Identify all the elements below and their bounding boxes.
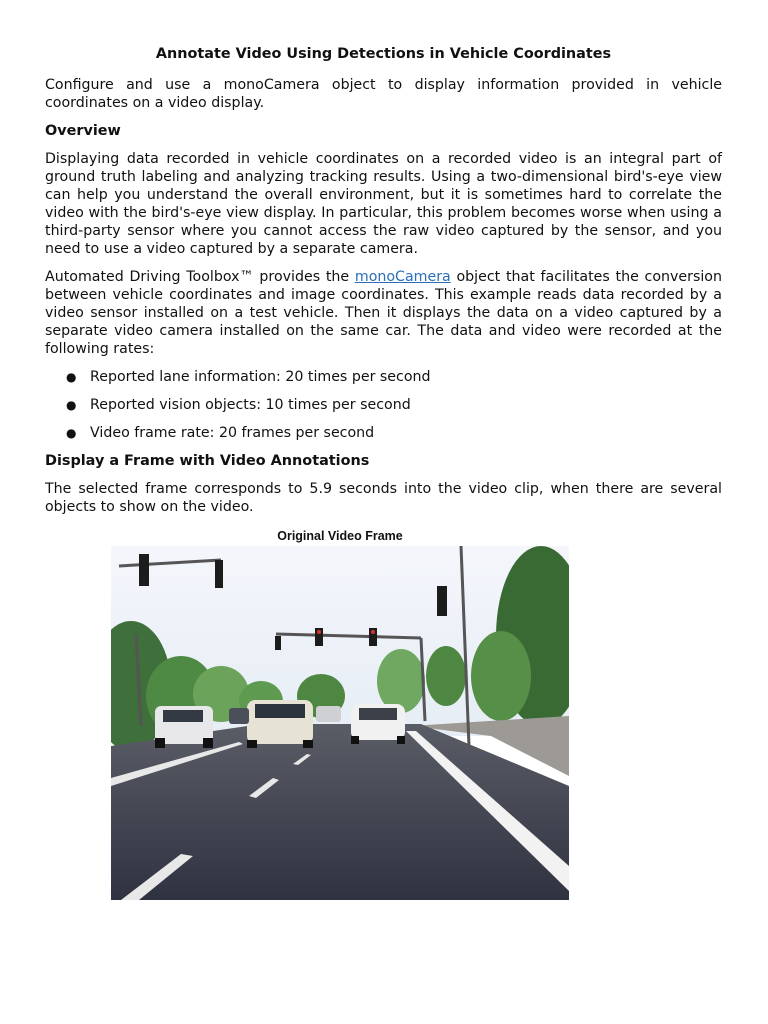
display-frame-heading: Display a Frame with Video Annotations xyxy=(45,453,370,469)
document-content xyxy=(45,44,722,526)
monocamera-link[interactable]: monoCamera xyxy=(354,269,451,285)
list-item-text: Reported lane information: 20 times per second xyxy=(90,369,431,385)
display-frame-paragraph: The selected frame corresponds to 5.9 seconds into the video clip, when there are several objects to show on the video. xyxy=(45,481,722,515)
figure-title: Original Video Frame xyxy=(277,529,403,543)
overview-paragraph-2 xyxy=(45,268,722,358)
intro-paragraph: Configure and use a monoCamera object to display information provided in vehicle coordinates on a video display. xyxy=(45,77,722,111)
list-item xyxy=(66,396,722,414)
video-frame-figure xyxy=(111,527,569,900)
overview-paragraph-1: Displaying data recorded in vehicle coordinates on a recorded video is an integral part of ground truth labeling and analyzing tracking results. Using a two-dimensional bird's-eye view can help you understand the overall environment, but it is sometimes hard to correlate the video with the bird's-eye view display. In particular, this problem becomes worse when using a third-party sensor where you cannot access the raw video captured by the sensor, and you need to use a video captured by a separate camera. xyxy=(45,151,722,257)
video-frame-image xyxy=(111,546,569,900)
para2-text-after: object that facilitates the conversion between vehicle coordinates and image coordinates. This example reads data recorded by a video sensor installed on a test vehicle. Then it displays the data on a video captured by a separate video camera installed on the same car. The data and video were recorded at the following rates: xyxy=(45,269,722,357)
bullet-icon: ● xyxy=(66,370,77,384)
bullet-icon: ● xyxy=(66,426,77,440)
list-item-text: Reported vision objects: 10 times per second xyxy=(90,397,411,413)
list-item-text: Video frame rate: 20 frames per second xyxy=(90,425,375,441)
page-title: Annotate Video Using Detections in Vehicle Coordinates xyxy=(155,46,612,62)
overview-heading: Overview xyxy=(45,123,121,139)
list-item xyxy=(66,424,722,442)
rates-list xyxy=(45,368,722,442)
list-item xyxy=(66,368,722,386)
para2-text-before: Automated Driving Toolbox™ provides the xyxy=(45,269,355,285)
bullet-icon: ● xyxy=(66,398,77,412)
